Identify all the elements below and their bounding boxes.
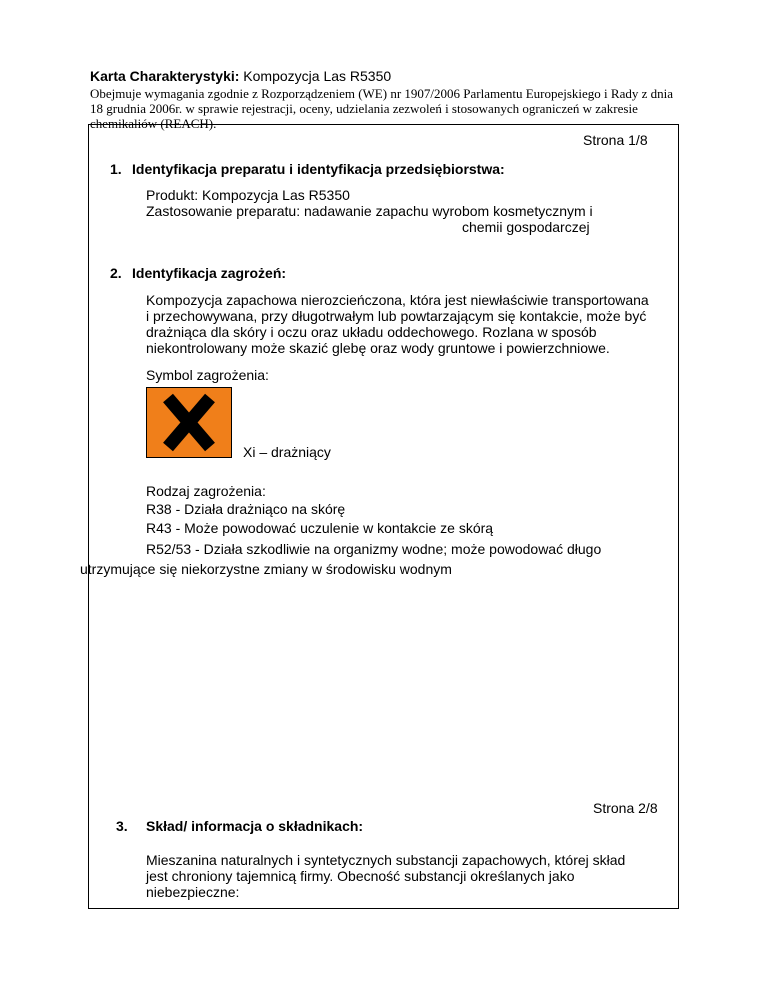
phrase-r43: R43 - Może powodować uczulenie w kontakcie ze skórą [146, 520, 494, 536]
hazard-description-line-3: drażniąca dla skóry i oczu oraz układu oddechowego. Rozlana w sposób [146, 324, 597, 340]
document-title-product: Kompozycja Las R5350 [239, 68, 392, 84]
document-title-label: Karta Charakterystyki: [90, 68, 240, 84]
section-3-number: 3. [116, 818, 128, 834]
section-3-title: Skład/ informacja o składnikach: [146, 818, 364, 834]
page-number-1: Strona 1/8 [583, 132, 648, 148]
xi-hazard-symbol-icon [146, 387, 232, 458]
composition-line-2: jest chroniony tajemnicą firmy. Obecność substancji określanych jako [146, 868, 575, 884]
regulation-line-1: Obejmuje wymagania zgodnie z Rozporządzeniem (WE) nr 1907/2006 Parlamentu Europejskiego i Rady z dnia [90, 86, 674, 101]
hazard-type-label: Rodzaj zagrożenia: [146, 483, 266, 499]
section-2-number: 2. [110, 265, 122, 281]
regulation-line-3: chemikaliów (REACH). [90, 116, 217, 131]
hazard-description-line-4: niekontrolowany może skazić glebę oraz wody gruntowe i powierzchniowe. [146, 340, 610, 356]
section-1-number: 1. [110, 161, 122, 177]
usage-line-1: Zastosowanie preparatu: nadawanie zapachu wyrobom kosmetycznym i [146, 203, 593, 219]
phrase-r38: R38 - Działa drażniąco na skórę [146, 501, 346, 517]
phrase-r5253-line-1: R52/53 - Działa szkodliwie na organizmy wodne; może powodować długo [146, 541, 602, 557]
composition-line-1: Mieszanina naturalnych i syntetycznych substancji zapachowych, której skład [146, 852, 626, 868]
page-number-2: Strona 2/8 [593, 800, 658, 816]
usage-line-2: chemii gospodarczej [462, 219, 590, 235]
phrase-r5253-line-2: utrzymujące się niekorzystne zmiany w środowisku wodnym [80, 561, 452, 577]
document-title [90, 68, 391, 84]
section-1-title: Identyfikacja preparatu i identyfikacja przedsiębiorstwa: [132, 161, 505, 177]
cross-icon [147, 388, 231, 457]
composition-line-3: niebezpieczne: [146, 884, 240, 900]
hazard-description-line-2: i przechowywana, przy długotrwałym lub powtarzającym się kontakcie, może być [146, 308, 647, 324]
hazard-symbol-label: Symbol zagrożenia: [146, 367, 269, 383]
product-name: Produkt: Kompozycja Las R5350 [146, 187, 350, 203]
hazard-symbol-caption: Xi – drażniący [243, 444, 331, 460]
regulation-line-2: 18 grudnia 2006r. w sprawie rejestracji, oceny, udzielania zezwoleń i stosowanych ograniczeń w zakresie [90, 101, 638, 116]
section-2-title: Identyfikacja zagrożeń: [132, 265, 287, 281]
hazard-description-line-1: Kompozycja zapachowa nierozcieńczona, która jest niewłaściwie transportowana [146, 292, 649, 308]
